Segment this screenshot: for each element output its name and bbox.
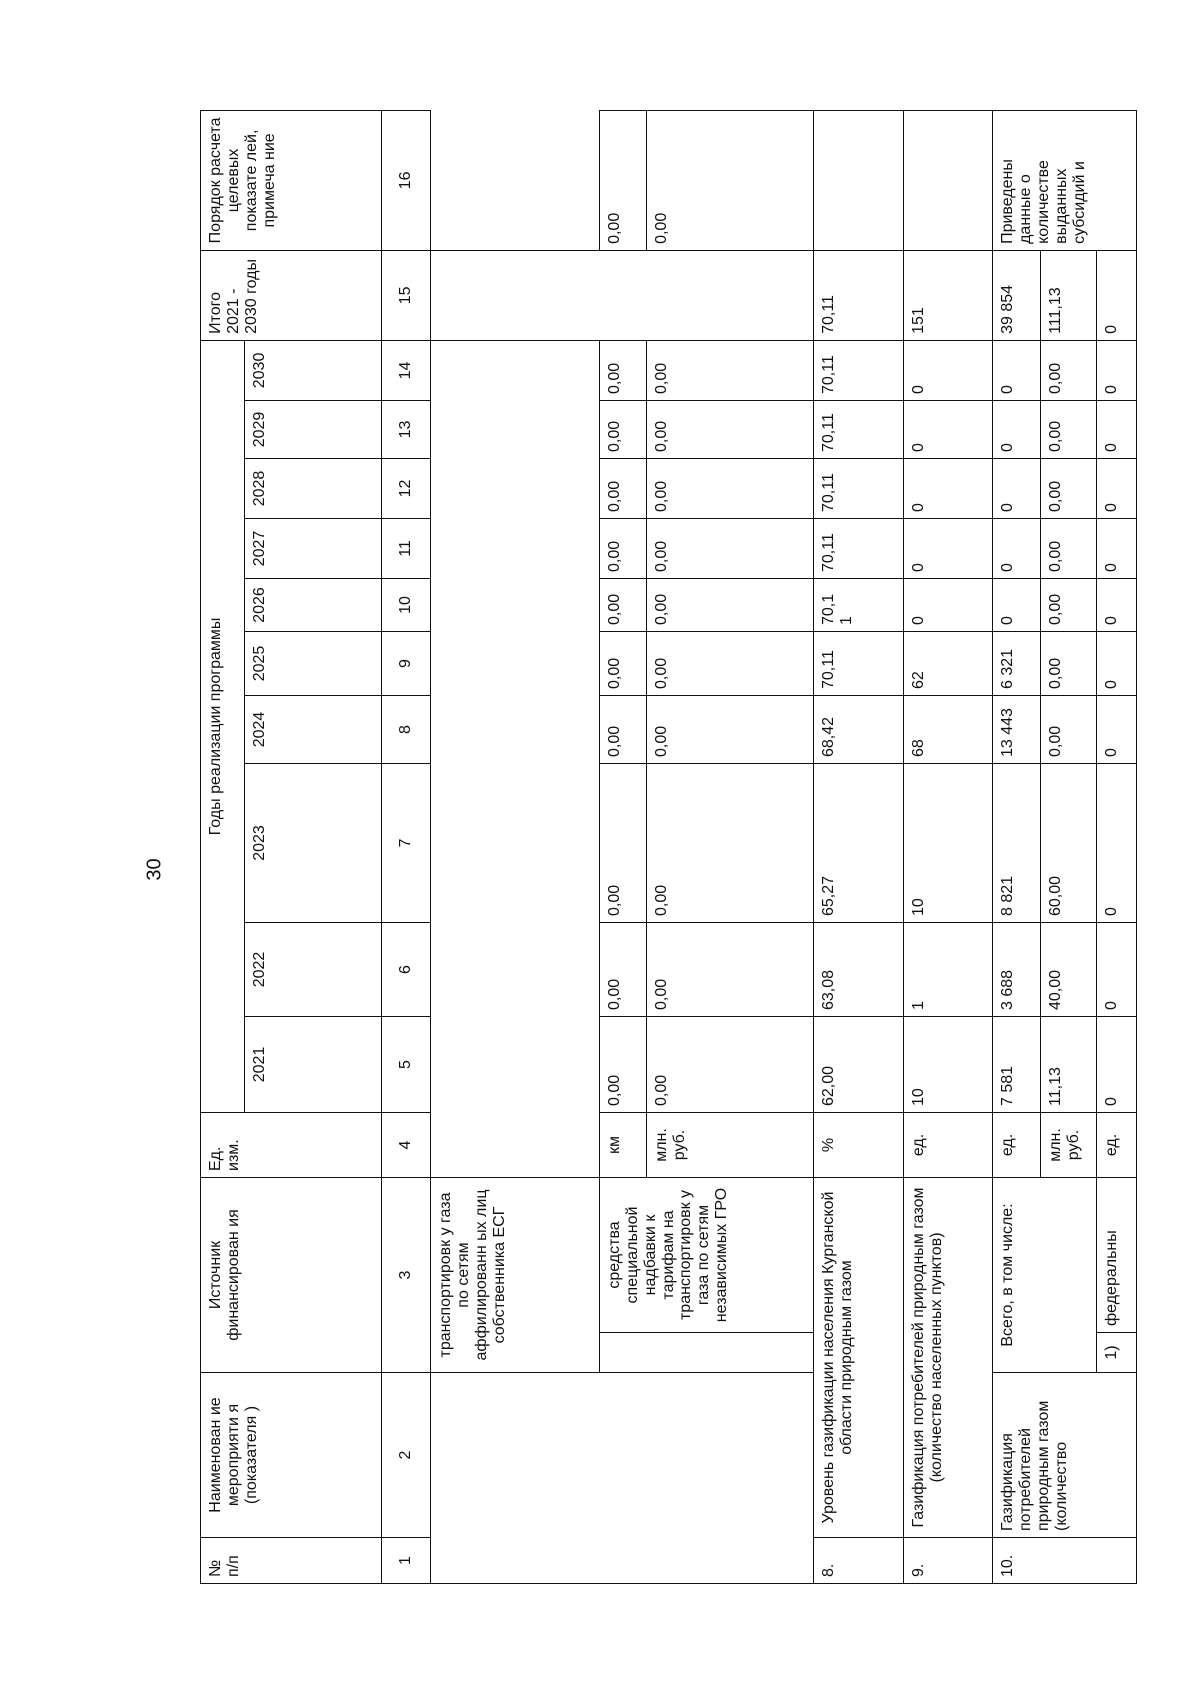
total-cell: 0 (1096, 250, 1136, 340)
value-cell: 0,00 (599, 695, 646, 763)
value-cell: 0 (903, 578, 993, 631)
program-indicators-table (200, 110, 1137, 1584)
value-cell: 62,00 (814, 1016, 904, 1112)
value-cell: 0,00 (599, 922, 646, 1016)
value-cell: 0 (1096, 1016, 1136, 1112)
value-cell: 7 581 (993, 1016, 1040, 1112)
unit-cell: ед. (993, 1112, 1040, 1177)
value-cell: 60,00 (1040, 763, 1096, 922)
value-cell: 0 (993, 578, 1040, 631)
col-number: 8 (382, 695, 431, 763)
value-cell: 0,00 (1040, 400, 1096, 458)
year-cell: 2021 (245, 1016, 382, 1112)
col-number: 4 (382, 1112, 431, 1177)
col-number: 1 (382, 1538, 431, 1584)
value-cell: 0 (903, 518, 993, 578)
value-cell: 0 (1096, 922, 1136, 1016)
value-cell: 0 (903, 400, 993, 458)
col-number: 13 (382, 400, 431, 458)
value-cell: 0 (1096, 631, 1136, 695)
column-number-row (382, 110, 431, 1583)
value-cell: 0,00 (1040, 578, 1096, 631)
value-cell: 0,00 (599, 518, 646, 578)
value-cell: 0 (1096, 695, 1136, 763)
table-row-8 (814, 110, 904, 1583)
value-cell: 63,08 (814, 922, 904, 1016)
source-cell: Всего, в том числе: (993, 1177, 1096, 1372)
value-cell: 0,00 (647, 578, 814, 631)
source-spacer (599, 1333, 813, 1373)
value-cell: 70,11 (814, 631, 904, 695)
unit-cell: ед. (903, 1112, 993, 1177)
unit-cell: млн. руб. (1040, 1112, 1096, 1177)
header-source: Источник финансирован ия (201, 1177, 382, 1372)
value-cell: 3 688 (993, 922, 1040, 1016)
value-cell: 0,00 (647, 922, 814, 1016)
value-cell: 13 443 (993, 695, 1040, 763)
col-number: 9 (382, 631, 431, 695)
header-row-1 (201, 110, 245, 1583)
col-number: 3 (382, 1177, 431, 1372)
header-note: Порядок расчета целевых показате лей, примеча ние (201, 110, 382, 250)
value-cell: 0,00 (599, 1016, 646, 1112)
page-number: 30 (143, 858, 166, 881)
year-cell: 2025 (245, 631, 382, 695)
unit-cell: млн. руб. (647, 1112, 814, 1177)
col-number: 7 (382, 763, 431, 922)
year-cell: 2022 (245, 922, 382, 1016)
col-number: 10 (382, 578, 431, 631)
table-row-9 (903, 110, 993, 1583)
value-cell: 65,27 (814, 763, 904, 922)
header-no: № п/п (201, 1538, 382, 1584)
unit-cell: км (599, 1112, 646, 1177)
value-cell: 0 (1096, 763, 1136, 922)
col-number: 16 (382, 110, 431, 250)
total-cell: 0,00 (647, 110, 814, 250)
value-cell: 0,00 (1040, 518, 1096, 578)
unit-cell: % (814, 1112, 904, 1177)
source-cell: средства специальной надбавки к тарифам на транспортировк у газа по сетям независимых ГРО (599, 1177, 813, 1332)
value-cell: 0 (993, 518, 1040, 578)
indicator-name: Газификация потребителей природным газом (количество (993, 1373, 1137, 1538)
col-number: 2 (382, 1373, 431, 1538)
table-row-10-federal (1096, 110, 1136, 1583)
value-cell: 10 (903, 1016, 993, 1112)
value-cell: 0,00 (647, 695, 814, 763)
header-years: Годы реализации программы (201, 340, 245, 1112)
note-cell (903, 110, 993, 250)
value-cell: 0,00 (599, 458, 646, 518)
value-cell: 1 (903, 922, 993, 1016)
value-cell: 0 (1096, 340, 1136, 400)
row-number: 8. (814, 1538, 904, 1584)
value-cell: 0,00 (599, 631, 646, 695)
rotated-table-wrapper (200, 111, 1137, 1584)
note-cell (814, 110, 904, 250)
value-cell: 68,42 (814, 695, 904, 763)
col-number: 12 (382, 458, 431, 518)
value-cell: 0,00 (647, 400, 814, 458)
value-cell: 0,00 (647, 1016, 814, 1112)
value-cell: 10 (903, 763, 993, 922)
value-cell: 40,00 (1040, 922, 1096, 1016)
total-cell: 0,00 (599, 110, 646, 250)
total-cell: 111,13 (1040, 250, 1096, 340)
note-cell: Приведены данные о количестве выданных субсидий и (993, 110, 1137, 250)
value-cell: 0 (903, 340, 993, 400)
total-cell: 70,11 (814, 250, 904, 340)
value-cell: 0 (1096, 578, 1136, 631)
col-number: 14 (382, 340, 431, 400)
header-total: Итого 2021 - 2030 годы (201, 250, 382, 340)
value-cell: 70,11 (814, 518, 904, 578)
total-cell: 39 854 (993, 250, 1040, 340)
value-cell: 0,00 (599, 340, 646, 400)
indicator-name: Газификация потребителей природным газом (количество населенных пунктов) (903, 1177, 993, 1537)
value-cell: 0,00 (647, 631, 814, 695)
table-row-10-units (993, 110, 1040, 1583)
col-number: 11 (382, 518, 431, 578)
value-cell: 6 321 (993, 631, 1040, 695)
value-cell: 0 (993, 400, 1040, 458)
value-cell: 0,00 (647, 340, 814, 400)
col-number: 5 (382, 1016, 431, 1112)
value-cell: 0,00 (1040, 695, 1096, 763)
value-cell: 8 821 (993, 763, 1040, 922)
source-cell: транспортировк у газа по сетям аффилированн ых лиц собственника ЕСГ (431, 1177, 600, 1372)
col-number: 6 (382, 922, 431, 1016)
value-cell: 62 (903, 631, 993, 695)
merged-empty-cell (431, 1373, 814, 1584)
header-unit: Ед. изм. (201, 1112, 382, 1177)
row-number: 9. (903, 1538, 993, 1584)
unit-cell: ед. (1096, 1112, 1136, 1177)
value-cell: 0,00 (599, 763, 646, 922)
value-cell: 0,00 (647, 458, 814, 518)
value-cell: 68 (903, 695, 993, 763)
value-cell: 0 (1096, 400, 1136, 458)
year-cell: 2028 (245, 458, 382, 518)
year-cell: 2030 (245, 340, 382, 400)
value-cell: 11,13 (1040, 1016, 1096, 1112)
year-cell: 2027 (245, 518, 382, 578)
value-cell: 0,00 (647, 763, 814, 922)
value-cell: 0,00 (1040, 340, 1096, 400)
total-cell: 151 (903, 250, 993, 340)
header-name: Наименован ие мероприяти я (показателя ) (201, 1373, 382, 1538)
value-cell: 0,00 (1040, 631, 1096, 695)
value-cell: 0 (1096, 458, 1136, 518)
row-number: 10. (993, 1538, 1137, 1584)
source-cell: федеральны (1096, 1177, 1136, 1332)
value-cell: 0,00 (1040, 458, 1096, 518)
indicator-name: Уровень газификации населения Курганской области природным газом (814, 1177, 904, 1537)
year-cell: 2024 (245, 695, 382, 763)
value-cell: 0 (993, 458, 1040, 518)
value-cell: 0,00 (599, 400, 646, 458)
value-cell: 0 (903, 458, 993, 518)
value-cell: 0 (993, 340, 1040, 400)
value-cell: 0 (1096, 518, 1136, 578)
value-cell: 0,00 (647, 518, 814, 578)
value-cell: 70,11 (814, 400, 904, 458)
year-cell: 2023 (245, 763, 382, 922)
table-row-transport-affiliated (431, 110, 600, 1583)
col-number: 15 (382, 250, 431, 340)
value-cell: 0,00 (599, 578, 646, 631)
year-cell: 2029 (245, 400, 382, 458)
empty-cell (431, 340, 600, 1177)
sub-number: 1) (1096, 1333, 1136, 1373)
value-cell: 70,1 1 (814, 578, 904, 631)
note-cell (431, 250, 814, 340)
year-cell: 2026 (245, 578, 382, 631)
value-cell: 70,11 (814, 340, 904, 400)
value-cell: 70,11 (814, 458, 904, 518)
